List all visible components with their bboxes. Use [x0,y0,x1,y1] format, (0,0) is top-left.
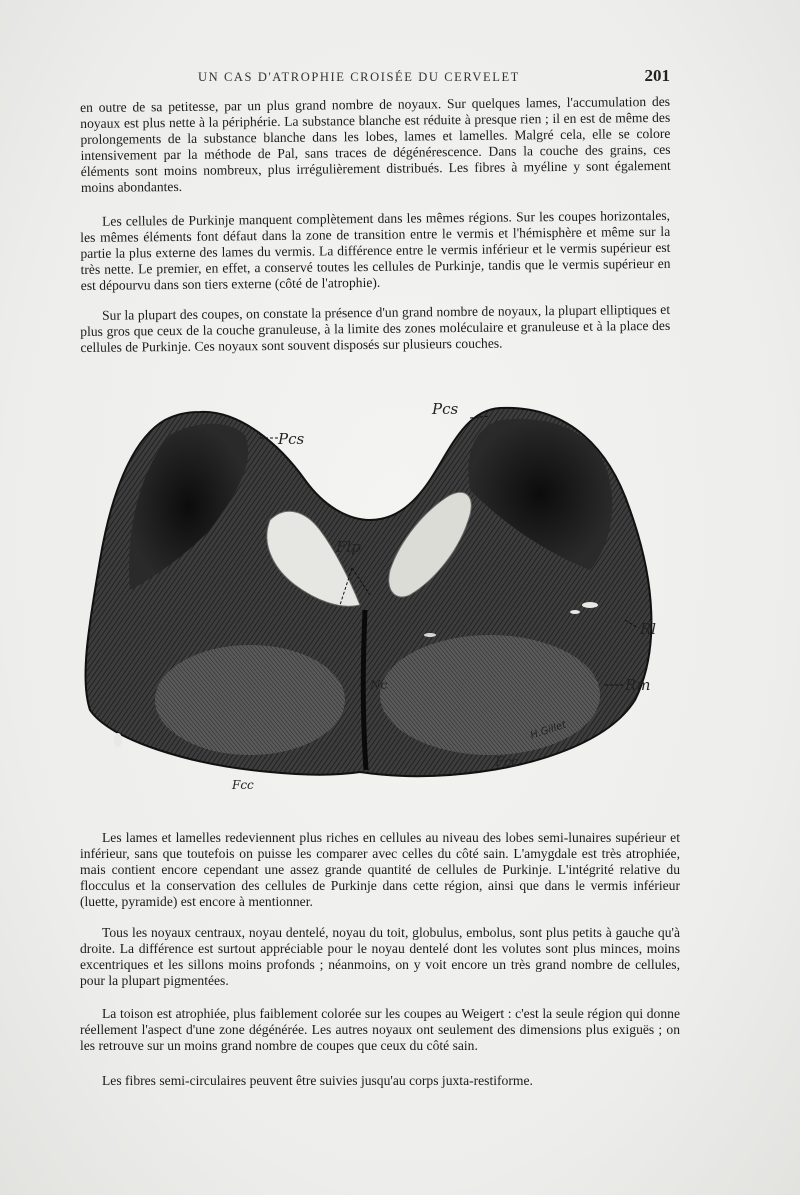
lower-right-mass [380,635,600,755]
paragraph-fibres [80,1073,680,1089]
paragraph-toison-text: La toison est atrophiée, plus faiblement colorée sur les coupes au Weigert : c'est la seule région qui donne réellement l'aspect d'une zone dégénérée. Les autres noyaux ont seulement des dimensions plus exiguës ; on les retrouve sur un moins grand nombre de coupes que ceux du côté sain. [80,1006,680,1053]
label-fcc-left: Fcc [232,778,254,792]
paragraph-central-nuclei-text: Tous les noyaux centraux, noyau dentelé, noyau du toit, globulus, embolus, sont plus petits à gauche qu'à droite. La différence est surtout appréciable pour le noyau dentelé dont les volutes sont plus minces, moins excentriques et les sillons moins profonds ; néanmoins, on y voit encore un très grand nombre de cellules, pour la plupart pigmentées. [80,925,680,988]
running-title: UN CAS D'ATROPHIE CROISÉE DU CERVELET [198,70,520,84]
nucleus-spot [570,610,580,614]
paragraph-lamellae-text: Les lames et lamelles redeviennent plus riches en cellules au niveau des lobes semi-lunaires supérieur et inférieur, sans que toutefois on puisse les comparer avec celles du côté sain. L'amygdale est très atrophiée, mais contient encore cependant une assez grande quantité de cellules de Purkinje. L'intégrité relative du flocculus et la conservation des cellules de Purkinje dans cette région, ainsi que dans le vermis inférieur (luette, pyramide) est encore à mentionner. [80,830,680,909]
paragraph-purkinje [80,208,671,294]
label-rl: Rl [640,620,657,638]
paragraph-myelin: en outre de sa petitesse, par un plus grand nombre de noyaux. Sur quelques lames, l'accumulation des noyaux est plus nette à la périphérie. La substance blanche est réduite à presque rien ; il en est de même des prolongements de la substance blanche dans les lobes, lames et lamelles. Malgré cela, elle se colore intensivement par la méthode de Pal, sans traces de dégénérescence. Dans la couche des grains, ces éléments sont moins nombreux, plus irrégulièrement distribués. Les fibres à myéline y sont également moins abondantes. [80,93,671,195]
page-header [80,66,670,88]
paragraph-purkinje-text: Les cellules de Purkinje manquent complètement dans les mêmes régions. Sur les coupes horizontales, les mêmes éléments font défaut dans la zone de transition entre le vermis et l'hémisphère et même sur la partie la plus externe des lames du vermis. La différence entre le vermis inférieur et le vermis supérieur est très nette. Le premier, en effet, a conservé toutes les cellules de Purkinje, tandis que le vermis supérieur en est dépourvu dans son tiers externe (côté de l'atrophie). [80,207,671,293]
label-flp: Flp [336,538,361,556]
label-nc: Nc [370,678,388,692]
paragraph-nuclei-text: Sur la plupart des coupes, on constate la présence d'un grand nombre de noyaux, la plupart elliptiques et plus gros que ceux de la couche granuleuse, à la limite des zones moléculaire et granuleuse et à la place des cellules de Purkinje. Ces noyaux sont souvent disposés sur plusieurs couches. [80,301,671,355]
paragraph-central-nuclei [80,925,680,989]
nucleus-spot [424,633,436,637]
label-pcs-left: Pcs [278,430,305,448]
label-pcs-right: Pcs [432,400,459,418]
lower-left-mass [155,645,345,755]
brainstem-section-figure [70,380,690,810]
paragraph-nuclei [80,302,670,356]
artist-signature: H.Gillet [529,719,568,742]
brainstem-section-drawing [70,380,690,810]
page-number: 201 [644,66,670,85]
midline-raphe [363,610,366,770]
paragraph-toison [80,1006,680,1054]
nucleus-spot [114,733,122,747]
paragraph-lamellae [80,830,680,910]
paragraph-fibres-text: Les fibres semi-circulaires peuvent être suivies jusqu'au corps juxta-restiforme. [102,1073,533,1088]
label-fcc-right: Fcc [495,755,519,770]
nucleus-spot [582,602,598,608]
label-rm: Rm [625,676,651,694]
